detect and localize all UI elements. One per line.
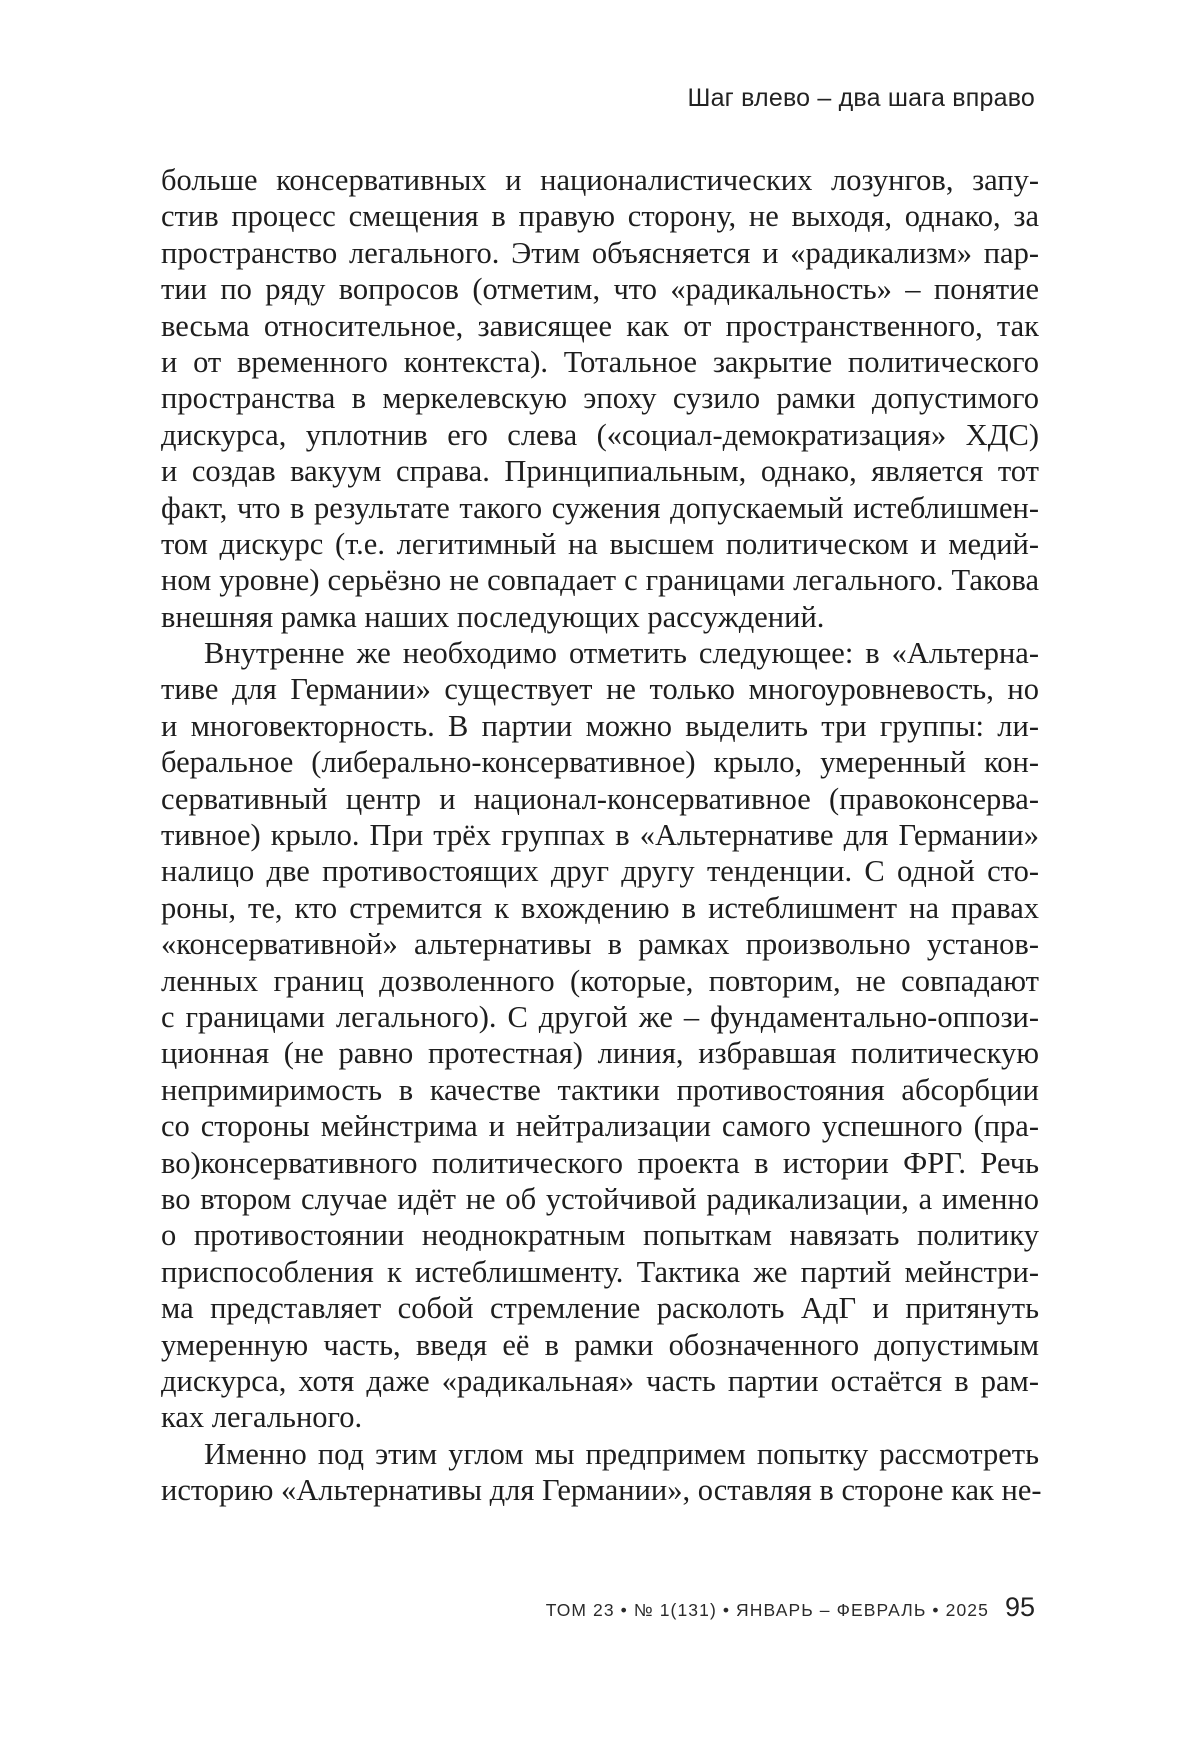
text-line: дискурса, уплотнив его слева («социал-демократизация» ХДС) (161, 417, 1039, 452)
text-line: дискурса, хотя даже «радикальная» часть партии остаётся в рам- (161, 1363, 1039, 1398)
running-head-title: Шаг влево – два шага вправо (687, 84, 1035, 112)
text-line: непримиримость в качестве тактики противостояния абсорбции (161, 1072, 1039, 1107)
text-line: ном уровне) серьёзно не совпадает с границами легального. Такова (161, 563, 1039, 598)
text-line: факт, что в результате такого сужения допускаемый истеблишмен- (161, 490, 1039, 525)
text-line: с границами легального). С другой же – фундаментально-оппози- (161, 999, 1039, 1034)
text-line: больше консервативных и националистических лозунгов, запу- (161, 163, 1039, 197)
text-line: тиве для Германии» существует не только многоуровневость, но (161, 672, 1039, 707)
text-line: о противостоянии неоднократным попыткам навязать политику (161, 1218, 1039, 1253)
text-line: пространство легального. Этим объясняется и «радикализм» пар- (161, 235, 1039, 270)
paragraph (161, 635, 1039, 1436)
paragraph (161, 1436, 1042, 1509)
text-line: приспособления к истеблишменту. Тактика же партий мейнстри- (161, 1254, 1039, 1289)
text-line: стив процесс смещения в правую сторону, не выходя, однако, за (161, 199, 1039, 234)
text-line: и многовекторность. В партии можно выделить три группы: ли- (161, 708, 1039, 743)
page-number: 95 (1004, 1592, 1035, 1622)
text-line: «консервативной» альтернативы в рамках произвольно установ- (161, 927, 1039, 962)
page-footer (546, 1592, 1035, 1623)
text-line: роны, те, кто стремится к вхождению в истеблишмент на правах (161, 890, 1039, 925)
text-line: беральное (либерально-консервативное) крыло, умеренный кон- (161, 745, 1039, 780)
text-line: ленных границ дозволенного (которые, повторим, не совпадают (161, 963, 1039, 998)
footer-issue-info: ТОМ 23 • № 1(131) • ЯНВАРЬ – ФЕВРАЛЬ • 2025 (545, 1600, 989, 1620)
text-line: внешняя рамка наших последующих рассуждений. (161, 599, 825, 634)
text-line: во)консервативного политического проекта в истории ФРГ. Речь (161, 1145, 1039, 1180)
text-line: весьма относительное, зависящее как от пространственного, так (161, 308, 1039, 343)
article-body (161, 162, 1042, 1508)
text-line: тии по ряду вопросов (отметим, что «радикальность» – понятие (161, 272, 1039, 307)
text-line: историю «Альтернативы для Германии», оставляя в стороне как не- (161, 1473, 1042, 1508)
text-line: умеренную часть, введя её в рамки обозначенного допустимым (161, 1327, 1039, 1362)
text-line: тивное) крыло. При трёх группах в «Альтернативе для Германии» (161, 818, 1039, 853)
text-line: налицо две противостоящих друг другу тенденции. С одной сто- (161, 854, 1039, 889)
text-line: сервативный центр и национал-консервативное (правоконсерва- (161, 781, 1039, 816)
text-line: ках легального. (161, 1400, 363, 1435)
text-line: Именно под этим углом мы предпримем попытку рассмотреть (204, 1436, 1039, 1471)
text-line: пространства в меркелевскую эпоху сузило рамки допустимого (161, 381, 1039, 416)
paragraph (161, 162, 1039, 635)
text-line: во втором случае идёт не об устойчивой радикализации, а именно (161, 1181, 1039, 1216)
text-line: ма представляет собой стремление расколоть АдГ и притянуть (161, 1291, 1039, 1326)
text-line: и от временного контекста). Тотальное закрытие политического (161, 344, 1039, 379)
text-line: ционная (не равно протестная) линия, избравшая политическую (161, 1036, 1039, 1071)
text-line: со стороны мейнстрима и нейтрализации самого успешного (пра- (161, 1109, 1039, 1144)
text-line: Внутренне же необходимо отметить следующее: в «Альтерна- (204, 636, 1039, 671)
text-line: том дискурс (т.е. легитимный на высшем политическом и медий- (161, 526, 1039, 561)
text-line: и создав вакуум справа. Принципиальным, однако, является тот (161, 454, 1039, 489)
